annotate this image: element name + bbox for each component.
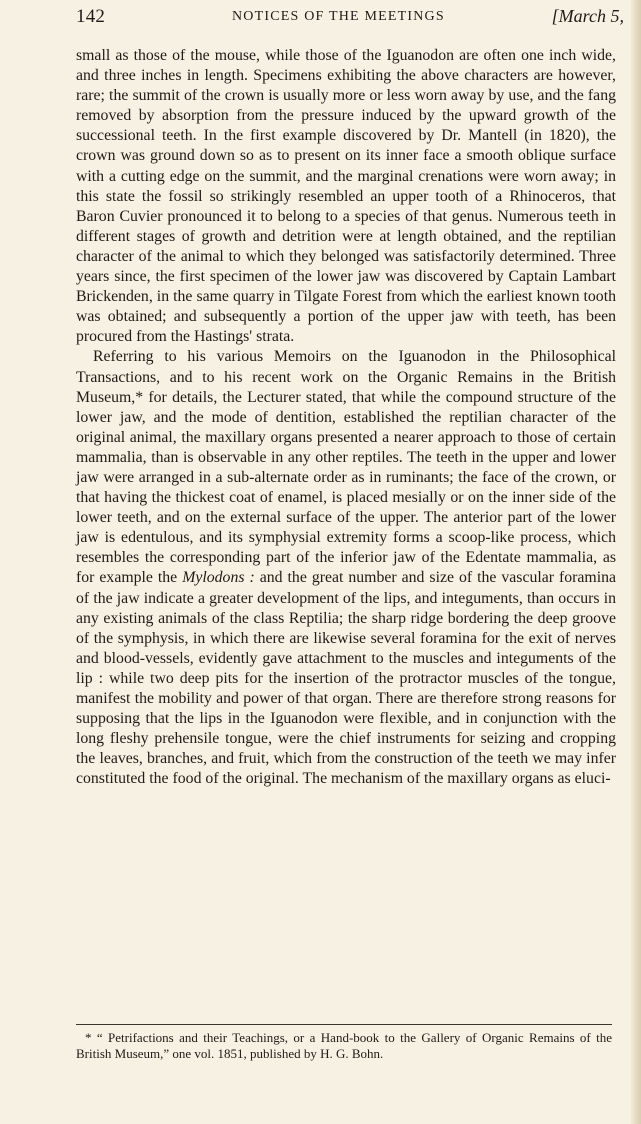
paragraph-text: and the great number and size of the vascular foramina of the jaw indicate a greater development of the lips, and integuments, than occurs in any existing animals of the class Reptilia; the sharp ridge bordering the deep groove of the symphysis, in which there are likewise several foramina for the exit of nerves and blood-vessels, evidently gave attachment to the muscles and integuments of the lip : while two deep pits for the insertion of the protractor muscles of the tongue, manifest the mobility and power of that organ. There are therefore strong reasons for supposing that the lips in the Iguanodon were flexible, and in conjunction with the long fleshy prehensile tongue, were the chief instruments for seizing and cropping the leaves, branches, and fruit, which from the construction of the teeth we may infer constituted the food of the original. The mechanism of the maxillary organs as eluci- (76, 569, 617, 788)
paragraph-text: Referring to his various Memoirs on the Iguanodon in the Philosophical Transactions, and to his recent work on the Organic Remains in the British Museum,* for details, the Lecturer stated, that while the compound structure of the lower jaw, and the mode of dentition, established the reptilian character of the original animal, the maxillary organs presented a nearer approach to those of certain mammalia, than is observable in any other reptiles. The teeth in the upper and lower jaw were arranged in a sub-alternate order as in ruminants; the face of the crown, or that having the thickest coat of enamel, is placed mesially or on the inner side of the lower teeth, and on the external surface of the upper. The anterior part of the lower jaw is edentulous, and its symphysial extremity forms a scoop-like process, which resembles the corresponding part of the inferior jaw of the Edentate mammalia, as for example the (76, 348, 616, 587)
footnote: * “ Petrifactions and their Teachings, or a Hand-book to the Gallery of Organic Remains of the British Museum,” one vol. 1851, published by H. G. Bohn. (76, 1030, 612, 1061)
running-date: [March 5, (551, 6, 624, 26)
running-title: NOTICES OF THE MEETINGS (232, 9, 445, 24)
body-text (76, 46, 616, 789)
page-number: 142 (76, 6, 106, 27)
italic-term: Mylodons : (182, 569, 255, 587)
paragraph: small as those of the mouse, while those of the Iguanodon are often one inch wide, and three inches in length. Specimens exhibiting the above characters are however, rare; the summit of the crown is usually more or less worn away by use, and the fang removed by absorption from the pressure induced by the upward growth of the successional teeth. In the first example discovered by Dr. Mantell (in 1820), the crown was ground down so as to present on its inner face a smooth oblique surface with a cutting edge on the summit, and the marginal crenations were worn away; in this state the fossil so strikingly resembled an upper tooth of a Rhinoceros, that Baron Cuvier pronounced it to belong to a species of that genus. Numerous teeth in different stages of growth and detrition were at length obtained, and the reptilian character of the animal to which they belonged was satisfactorily determined. Three years since, the first specimen of the lower jaw was discovered by Captain Lambart Brickenden, in the same quarry in Tilgate Forest from which the earliest known tooth was obtained; and subsequently a portion of the upper jaw with teeth, has been procured from the Hastings' strata. (76, 47, 616, 346)
footnote-rule (76, 1024, 612, 1025)
page-edge-shadow (631, 0, 641, 1124)
paragraph (76, 347, 616, 789)
page-header (76, 6, 624, 30)
